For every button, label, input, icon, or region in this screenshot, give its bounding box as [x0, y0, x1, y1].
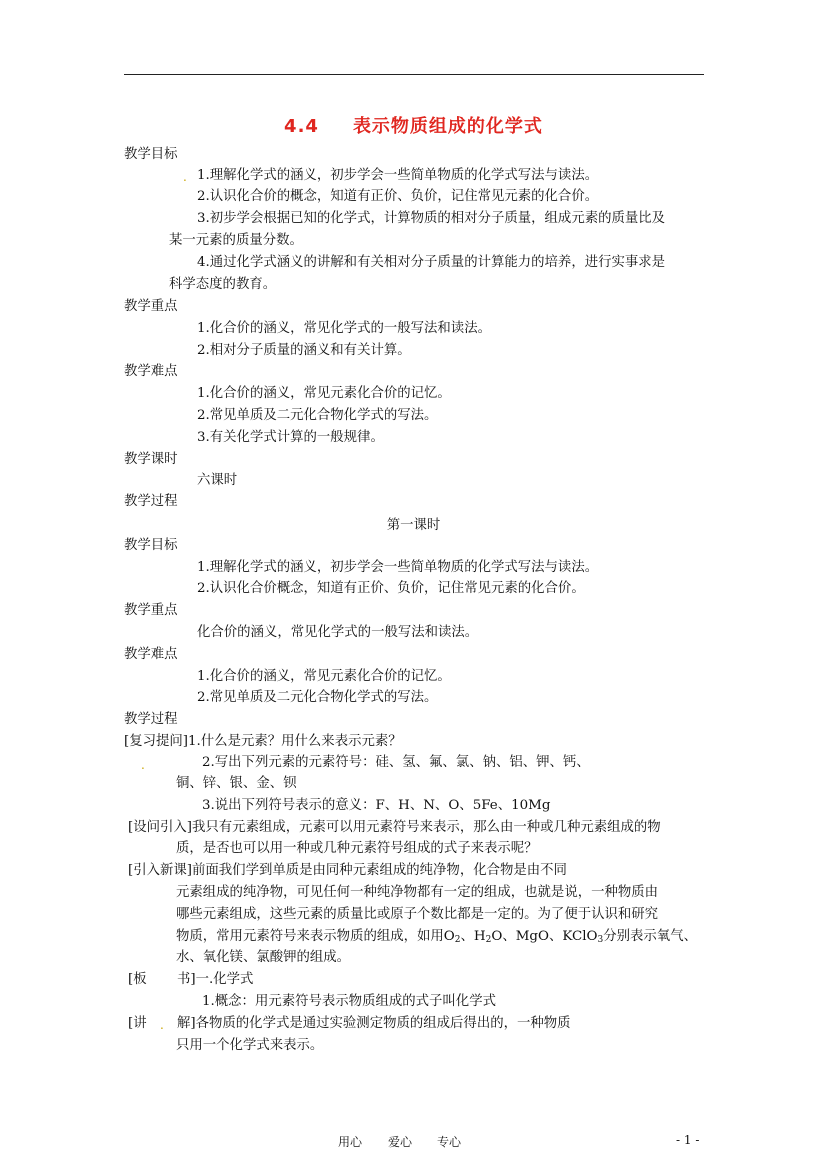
lecture-text: 解]各物质的化学式是通过实验测定物质的组成后得出的，一种物质 — [177, 1016, 571, 1031]
formula-text-b: 、H — [460, 929, 486, 944]
goal-4-cont: 科学态度的教育。 — [169, 277, 277, 292]
intro-question-cont: 质，是否也可以用一种或几种元素符号组成的式子来表示呢？ — [176, 841, 538, 856]
heading-lesson-process: 教学过程 — [124, 712, 178, 727]
footer-motto-3: 专心 — [437, 1135, 462, 1149]
formula-text-a: 物质，常用元素符号来表示物质的组成，如用O — [176, 929, 455, 944]
heading-teaching-goals: 教学目标 — [124, 147, 178, 162]
heading-lesson-goals: 教学目标 — [124, 538, 178, 553]
bullet-dot: . — [183, 170, 187, 184]
header-rule — [124, 74, 704, 75]
bullet-dot: . — [141, 758, 145, 772]
lesson-one-heading: 第一课时 — [386, 518, 441, 533]
key-point-2: 2.相对分子质量的涵义和有关计算。 — [197, 343, 411, 358]
board-label: [板 — [128, 972, 147, 987]
heading-lesson-key: 教学重点 — [124, 603, 178, 618]
board-heading: 书]一.化学式 — [177, 972, 254, 987]
subscript: 2 — [485, 935, 492, 945]
class-hours: 六课时 — [197, 473, 238, 488]
footer-motto-2: 爱心 — [388, 1135, 413, 1149]
review-question-2-cont: 铜、锌、银、金、钡 — [176, 776, 297, 791]
lecture-label: [讲 — [128, 1016, 147, 1031]
goal-2: 2.认识化合价的概念，知道有正价、负价，记住常见元素的化合价。 — [197, 189, 599, 204]
goal-4: 4.通过化学式涵义的讲解和有关相对分子质量的计算能力的培养，进行实事求是 — [197, 255, 666, 270]
formula-text-c: O、MgO、KClO — [491, 929, 598, 944]
lesson-difficulty-2: 2.常见单质及二元化合物化学式的写法。 — [197, 690, 438, 705]
difficulty-1: 1.化合价的涵义，常见元素化合价的记忆。 — [197, 386, 451, 401]
review-question-1: [复习提问]1.什么是元素？用什么来表示元素？ — [124, 734, 402, 749]
heading-class-hours: 教学课时 — [124, 452, 178, 467]
heading-difficulties: 教学难点 — [124, 364, 178, 379]
new-lesson-intro: [引入新课]前面我们学到单质是由同种元素组成的纯净物，化合物是由不同 — [128, 863, 567, 878]
new-lesson-line-2: 元素组成的纯净物，可见任何一种纯净物都有一定的组成，也就是说，一种物质由 — [176, 885, 659, 900]
review-question-2: 2.写出下列元素的元素符号：硅、氢、氟、氯、钠、铝、钾、钙、 — [202, 755, 590, 770]
heading-process: 教学过程 — [124, 494, 178, 509]
lesson-goal-1: 1.理解化学式的涵义，初步学会一些简单物质的化学式写法与读法。 — [197, 560, 599, 575]
intro-question: [设问引入]我只有元素组成，元素可以用元素符号来表示，那么由一种或几种元素组成的物 — [128, 820, 661, 835]
new-lesson-line-5: 水、氧化镁、氯酸钾的组成。 — [176, 950, 351, 965]
title-text: 表示物质组成的化学式 — [352, 116, 543, 137]
bullet-dot: . — [160, 1018, 164, 1032]
document-title — [0, 112, 827, 138]
lesson-key-point: 化合价的涵义，常见化学式的一般写法和读法。 — [197, 625, 479, 640]
lesson-goal-2: 2.认识化合价概念，知道有正价、负价，记住常见元素的化合价。 — [197, 581, 585, 596]
page-number: - 1 - — [676, 1133, 700, 1147]
section-number: 4.4 — [284, 116, 319, 137]
goal-3: 3.初步学会根据已知的化学式，计算物质的相对分子质量，组成元素的质量比及 — [197, 211, 666, 226]
lecture-text-cont: 只用一个化学式来表示。 — [176, 1038, 324, 1053]
concept-definition: 1.概念：用元素符号表示物质组成的式子叫化学式 — [202, 994, 496, 1009]
footer-motto-1: 用心 — [338, 1135, 363, 1149]
heading-key-points: 教学重点 — [124, 299, 178, 314]
key-point-1: 1.化合价的涵义，常见化学式的一般写法和读法。 — [197, 321, 491, 336]
subscript: 3 — [597, 935, 604, 945]
difficulty-2: 2.常见单质及二元化合物化学式的写法。 — [197, 408, 438, 423]
lesson-difficulty-1: 1.化合价的涵义，常见元素化合价的记忆。 — [197, 669, 451, 684]
difficulty-3: 3.有关化学式计算的一般规律。 — [197, 430, 384, 445]
goal-1: 1.理解化学式的涵义，初步学会一些简单物质的化学式写法与读法。 — [197, 168, 599, 183]
new-lesson-line-3: 哪些元素组成，这些元素的质量比或原子个数比都是一定的。为了便于认识和研究 — [176, 907, 659, 922]
formula-text-d: 分别表示氧气、 — [603, 929, 697, 944]
heading-lesson-difficulty: 教学难点 — [124, 647, 178, 662]
subscript: 2 — [454, 935, 461, 945]
goal-3-cont: 某一元素的质量分数。 — [169, 233, 303, 248]
review-question-3: 3.说出下列符号表示的意义：F、H、N、O、5Fe、10Mg — [202, 798, 551, 813]
